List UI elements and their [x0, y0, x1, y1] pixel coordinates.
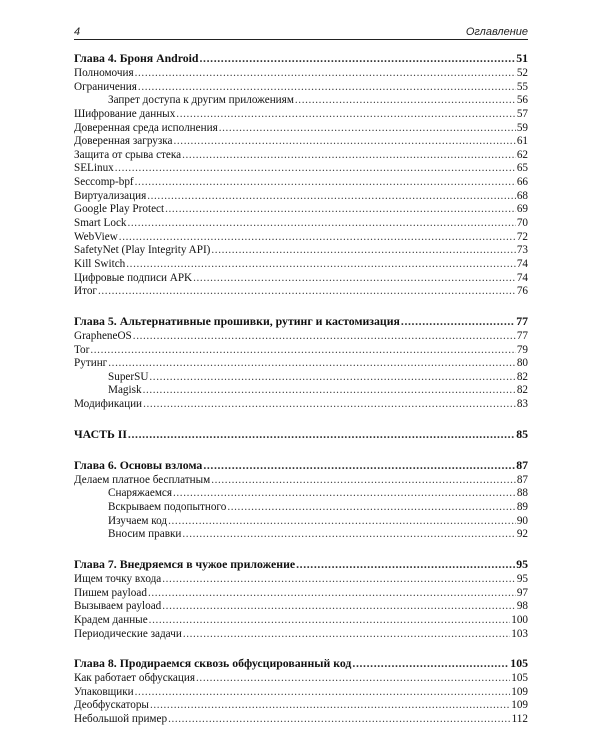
- toc-title: Доверенная среда исполнения: [74, 121, 218, 134]
- toc-page-number: 57: [516, 107, 528, 120]
- toc-page-number: 65: [516, 162, 528, 175]
- toc-page-number: 90: [516, 514, 528, 527]
- toc-page-number: 69: [516, 203, 528, 216]
- toc-entry: [74, 614, 528, 628]
- toc-title: Делаем платное бесплатным: [74, 473, 211, 486]
- toc-title: Цифровые подписи APK: [74, 271, 193, 284]
- toc-title: Вызываем payload: [74, 600, 162, 613]
- toc-page-number: 73: [516, 244, 528, 257]
- toc-title: Шифрование данных: [74, 107, 176, 120]
- toc-title: Глава 4. Броня Android: [74, 51, 199, 65]
- toc-title: Рутинг: [74, 357, 108, 370]
- toc-title: Как работает обфускация: [74, 672, 196, 685]
- toc-chapter: [74, 313, 528, 330]
- section-gap: [74, 641, 528, 655]
- toc-page-number: 83: [516, 398, 528, 411]
- dot-leader: [183, 628, 510, 642]
- toc-title: Вскрываем подопытного: [108, 501, 227, 514]
- toc-page-number: 51: [516, 51, 528, 65]
- toc-page-number: 61: [516, 135, 528, 148]
- toc-title: Крадем данные: [74, 613, 148, 626]
- toc-entry: [74, 231, 528, 245]
- toc-entry: [74, 162, 528, 176]
- toc-page-number: 89: [516, 501, 528, 514]
- toc-title: Небольшой пример: [74, 713, 168, 726]
- dot-leader: [149, 614, 511, 628]
- toc-page-number: 68: [516, 189, 528, 202]
- table-of-contents: [74, 50, 528, 727]
- toc-entry: [74, 108, 528, 122]
- running-header: [74, 18, 528, 38]
- toc-title: Модификации: [74, 398, 143, 411]
- toc-page-number: 80: [516, 357, 528, 370]
- toc-title: GrapheneOS: [74, 329, 132, 342]
- dot-leader: [135, 67, 516, 81]
- dot-leader: [211, 474, 516, 488]
- toc-page-number: 62: [516, 148, 528, 161]
- toc-page-number: 105: [510, 656, 528, 671]
- dot-leader: [296, 556, 515, 573]
- toc-entry: [74, 713, 528, 727]
- dot-leader: [135, 686, 511, 700]
- toc-entry: [74, 357, 528, 371]
- toc-entry: [74, 149, 528, 163]
- dot-leader: [119, 231, 516, 245]
- header-rule: [74, 39, 528, 40]
- dot-leader: [150, 699, 510, 713]
- toc-title: Kill Switch: [74, 257, 126, 270]
- section-gap: [74, 412, 528, 426]
- toc-entry: [74, 515, 528, 529]
- dot-leader: [200, 50, 516, 67]
- toc-page-number: 92: [516, 528, 528, 541]
- toc-title: Пишем payload: [74, 586, 147, 599]
- toc-page-number: 82: [516, 370, 528, 383]
- dot-leader: [126, 258, 516, 272]
- toc-title: Запрет доступа к другим приложениям: [108, 94, 294, 107]
- dot-leader: [115, 162, 516, 176]
- dot-leader: [138, 81, 516, 95]
- dot-leader: [162, 600, 516, 614]
- toc-title: Вносим правки: [108, 528, 182, 541]
- dot-leader: [98, 285, 516, 299]
- toc-entry: [74, 81, 528, 95]
- dot-leader: [147, 190, 516, 204]
- toc-page-number: 103: [511, 627, 528, 640]
- dot-leader: [165, 203, 516, 217]
- toc-page-number: 59: [516, 121, 528, 134]
- dot-leader: [227, 501, 515, 515]
- toc-page-number: 79: [516, 343, 528, 356]
- toc-entry: [74, 528, 528, 542]
- toc-chapter: [74, 50, 528, 67]
- dot-leader: [168, 515, 516, 529]
- toc-title: SuperSU: [108, 370, 149, 383]
- toc-entry: [74, 371, 528, 385]
- toc-entry: [74, 573, 528, 587]
- toc-page-number: 77: [516, 313, 528, 328]
- toc-part: [74, 426, 528, 443]
- dot-leader: [173, 487, 516, 501]
- toc-title: Seccomp-bpf: [74, 176, 134, 189]
- dot-leader: [108, 357, 516, 371]
- toc-page-number: 109: [511, 685, 528, 698]
- dot-leader: [162, 573, 516, 587]
- toc-page-number: 95: [516, 556, 528, 571]
- toc-page-number: 82: [516, 384, 528, 397]
- dot-leader: [128, 217, 516, 231]
- toc-page-number: 109: [511, 699, 528, 712]
- toc-title: Периодические задачи: [74, 627, 182, 640]
- toc-page-number: 85: [516, 426, 528, 441]
- toc-entry: [74, 190, 528, 204]
- toc-entry: [74, 94, 528, 108]
- toc-page-number: 55: [516, 80, 528, 93]
- toc-page-number: 97: [516, 586, 528, 599]
- dot-leader: [143, 398, 516, 412]
- section-gap: [74, 443, 528, 457]
- toc-page-number: 70: [516, 217, 528, 230]
- toc-title: Защита от срыва стека: [74, 148, 182, 161]
- toc-title: Глава 6. Основы взлома: [74, 457, 203, 472]
- toc-title: SELinux: [74, 162, 114, 175]
- running-title: Оглавление: [465, 26, 528, 38]
- toc-title: Полномочия: [74, 67, 134, 79]
- dot-leader: [128, 426, 515, 443]
- dot-leader: [401, 313, 515, 330]
- dot-leader: [143, 384, 516, 398]
- toc-title: ЧАСТЬ II: [74, 426, 127, 441]
- toc-entry: [74, 344, 528, 358]
- toc-page-number: 87: [516, 457, 528, 472]
- toc-entry: [74, 67, 528, 81]
- toc-entry: [74, 135, 528, 149]
- dot-leader: [203, 457, 515, 474]
- dot-leader: [182, 528, 515, 542]
- toc-page-number: 52: [516, 67, 528, 79]
- dot-leader: [174, 135, 516, 149]
- toc-chapter: [74, 457, 528, 474]
- section-gap: [74, 542, 528, 556]
- toc-entry: [74, 217, 528, 231]
- toc-title: Глава 8. Продираемся сквозь обфусцированный код: [74, 656, 352, 671]
- toc-title: Доверенная загрузка: [74, 135, 173, 148]
- dot-leader: [219, 122, 516, 136]
- toc-entry: [74, 122, 528, 136]
- page-number: 4: [74, 26, 81, 38]
- toc-entry: [74, 587, 528, 601]
- dot-leader: [135, 176, 516, 190]
- toc-title: Google Play Protect: [74, 203, 165, 216]
- toc-page-number: 74: [516, 257, 528, 270]
- dot-leader: [149, 371, 515, 385]
- toc-page-number: 105: [511, 672, 528, 685]
- dot-leader: [90, 344, 515, 358]
- toc-page-number: 77: [516, 329, 528, 342]
- toc-title: Глава 5. Альтернативные прошивки, рутинг и кастомизация: [74, 313, 400, 328]
- section-gap: [74, 299, 528, 313]
- toc-entry: [74, 176, 528, 190]
- dot-leader: [196, 672, 510, 686]
- toc-entry: [74, 672, 528, 686]
- toc-entry: [74, 285, 528, 299]
- dot-leader: [295, 94, 516, 108]
- toc-page-number: 98: [516, 600, 528, 613]
- toc-entry: [74, 272, 528, 286]
- toc-title: SafetyNet (Play Integrity API): [74, 244, 211, 257]
- toc-title: Деобфускаторы: [74, 699, 149, 712]
- dot-leader: [148, 587, 516, 601]
- toc-title: Глава 7. Внедряемся в чужое приложение: [74, 556, 296, 571]
- toc-chapter: [74, 655, 528, 672]
- dot-leader: [168, 713, 511, 727]
- toc-page-number: 56: [516, 94, 528, 107]
- toc-page-number: 72: [516, 230, 528, 243]
- toc-entry: [74, 487, 528, 501]
- toc-title: Виртуализация: [74, 189, 147, 202]
- toc-page-number: 66: [516, 176, 528, 189]
- toc-title: Итог: [74, 285, 98, 298]
- toc-entry: [74, 398, 528, 412]
- toc-title: Magisk: [108, 384, 142, 397]
- toc-entry: [74, 384, 528, 398]
- dot-leader: [211, 244, 515, 258]
- dot-leader: [133, 330, 516, 344]
- toc-entry: [74, 330, 528, 344]
- toc-entry: [74, 203, 528, 217]
- toc-page-number: 74: [516, 271, 528, 284]
- toc-title: Снаряжаемся: [108, 487, 173, 500]
- toc-page-number: 95: [516, 572, 528, 585]
- toc-entry: [74, 699, 528, 713]
- toc-entry: [74, 628, 528, 642]
- toc-entry: [74, 244, 528, 258]
- toc-title: Ограничения: [74, 80, 137, 93]
- toc-title: WebView: [74, 230, 118, 243]
- toc-page-number: 87: [516, 473, 528, 486]
- toc-title: Ищем точку входа: [74, 572, 162, 585]
- toc-entry: [74, 600, 528, 614]
- toc-entry: [74, 686, 528, 700]
- dot-leader: [352, 655, 509, 672]
- dot-leader: [193, 272, 516, 286]
- toc-title: Изучаем код: [108, 514, 168, 527]
- toc-page-number: 100: [511, 613, 528, 626]
- toc-title: Tor: [74, 343, 90, 356]
- dot-leader: [176, 108, 516, 122]
- toc-entry: [74, 258, 528, 272]
- toc-page-number: 76: [516, 285, 528, 298]
- toc-page-number: 112: [511, 713, 528, 726]
- toc-entry: [74, 501, 528, 515]
- dot-leader: [182, 149, 516, 163]
- toc-page-number: 88: [516, 487, 528, 500]
- toc-title: Smart Lock: [74, 217, 127, 230]
- toc-chapter: [74, 556, 528, 573]
- toc-title: Упаковщики: [74, 685, 134, 698]
- toc-entry: [74, 474, 528, 488]
